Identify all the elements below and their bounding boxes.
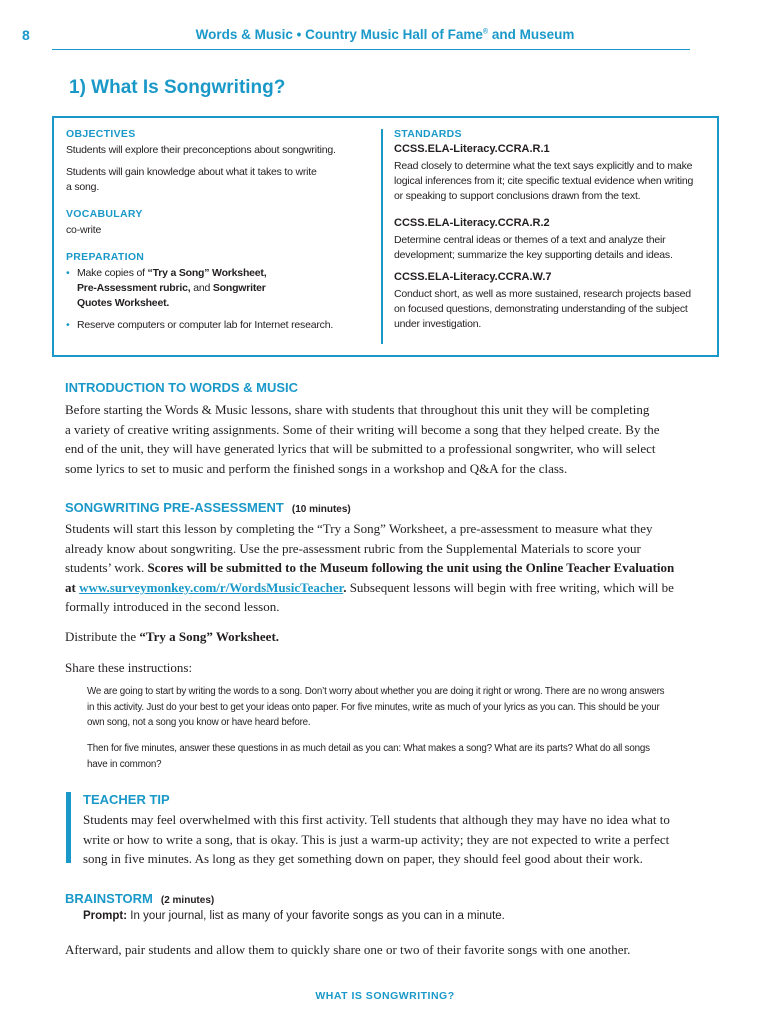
teacher-tip-bar (66, 792, 71, 863)
standard-1-line-1: Read closely to determine what the text says explicitly and to make (394, 160, 693, 172)
preassessment-line-4 (65, 578, 705, 598)
prep-item-2-text: Reserve computers or computer lab for Internet research. (77, 319, 334, 331)
bullet-icon: • (66, 267, 70, 279)
teacher-tip-text (83, 810, 713, 869)
period: . (343, 579, 347, 595)
running-footer: WHAT IS SONGWRITING? (315, 990, 455, 1002)
intro-paragraph (65, 400, 705, 478)
instructions-quote-2 (87, 741, 702, 772)
share-instructions-line: Share these instructions: (65, 660, 193, 675)
running-header-title: Words & Music • Country Music Hall of Fame (195, 27, 483, 42)
vocabulary-label: VOCABULARY (66, 208, 143, 220)
preparation-label: PREPARATION (66, 251, 145, 263)
preassessment-line-5: formally introduced in the second lesson. (65, 599, 280, 615)
box-column-divider (381, 129, 383, 344)
preassessment-heading (65, 500, 351, 515)
scores-submission-note: Scores will be submitted to the Museum following the unit using the Online Teacher Evaluation (147, 560, 675, 576)
standard-1-line-3: or speaking to support conclusions drawn from the text. (394, 190, 641, 202)
intro-line-4: some lyrics to set to music and perform the finished songs in a workshop and Q&A for the class. (65, 460, 568, 476)
standard-3-line-1: Conduct short, as well as more sustained, research projects based (394, 288, 691, 300)
standard-3-line-2: on focused questions, demonstrating understanding of the subject (394, 303, 688, 315)
brainstorm-duration: (2 minutes) (160, 895, 215, 906)
header-rule (52, 49, 690, 50)
preassessment-line-3-pre: students’ work. (65, 560, 148, 576)
quotes-worksheet-ref: Quotes Worksheet. (77, 297, 170, 309)
standard-1-code: CCSS.ELA-Literacy.CCRA.R.1 (394, 143, 550, 155)
quote-1-line-2: in this activity. Just do your best to get your ideas onto paper. For five minutes, write as much of your lyrics as you can. This should be your (87, 701, 660, 713)
brainstorm-heading (65, 891, 214, 906)
quote-1-line-1: We are going to start by writing the words to a song. Don’t worry about whether you are doing it right or wrong. There are no wrong answers (87, 686, 665, 697)
preassessment-line-4-post: Subsequent lessons will begin with free writing, which will be (346, 579, 674, 595)
prep-item-1-pre: Make copies of (77, 267, 148, 279)
distribute-worksheet: “Try a Song” Worksheet. (139, 629, 280, 644)
page-number: 8 (22, 27, 30, 43)
tip-line-1: Students may feel overwhelmed with this first activity. Tell students that although they may have no idea what to (83, 812, 670, 827)
preassessment-line-3 (65, 558, 705, 578)
objective-2-line-2: a song. (66, 181, 100, 193)
standard-3-line-3: under investigation. (394, 318, 482, 330)
preassessment-paragraph (65, 519, 705, 617)
at-word: at (65, 579, 80, 595)
survey-link[interactable]: www.surveymonkey.com/r/WordsMusicTeacher (79, 579, 344, 595)
tip-line-2: write or how to write a song, that is okay. This is just a warm-up activity; they are not expected to write a perfect (83, 831, 670, 847)
distribute-pre: Distribute the (65, 629, 140, 644)
preassessment-duration: (10 minutes) (291, 504, 351, 515)
intro-line-1: Before starting the Words & Music lessons, share with students that throughout this unit they will be completing (65, 402, 650, 417)
vocabulary-term: co-write (66, 224, 102, 236)
prep-item-1-mid: and (190, 282, 213, 294)
running-header (0, 27, 770, 42)
brainstorm-afterward: Afterward, pair students and allow them to quickly share one or two of their favorite songs with one another. (65, 942, 631, 957)
standard-2-code: CCSS.ELA-Literacy.CCRA.R.2 (394, 217, 550, 229)
songwriter-ref: Songwriter (212, 282, 266, 294)
intro-heading: INTRODUCTION TO WORDS & MUSIC (65, 380, 299, 395)
brainstorm-title: BRAINSTORM (65, 891, 153, 906)
pre-assessment-rubric-ref: Pre-Assessment rubric, (77, 282, 191, 294)
teacher-tip-heading: TEACHER TIP (83, 792, 170, 807)
objective-1: Students will explore their preconceptions about songwriting. (66, 144, 336, 156)
instructions-quote-1 (87, 684, 702, 731)
preassessment-title: SONGWRITING PRE-ASSESSMENT (65, 500, 284, 515)
try-a-song-worksheet-ref: “Try a Song” Worksheet, (147, 267, 267, 279)
bullet-icon: • (66, 319, 70, 331)
running-header-suffix: and Museum (488, 27, 575, 42)
standard-3-code: CCSS.ELA-Literacy.CCRA.W.7 (394, 271, 552, 283)
quote-2-line-1: Then for five minutes, answer these questions in as much detail as you can: What makes a song? What are its parts? What do all songs (87, 743, 650, 754)
standards-label: STANDARDS (394, 128, 462, 140)
prep-item-1 (66, 266, 376, 312)
standard-2-line-2: development; summarize the key supporting details and ideas. (394, 249, 673, 261)
registered-mark: ® (482, 28, 489, 36)
standard-1-line-2: logical inferences from it; cite specific textual evidence when writing (394, 175, 694, 187)
tip-line-3: song in five minutes. As long as they get something down on paper, they should feel good about their work. (83, 851, 643, 867)
distribute-line (65, 627, 705, 647)
intro-line-2: a variety of creative writing assignments. Some of their writing will become a song that they helped create. By the (65, 421, 660, 437)
standard-2-line-1: Determine central ideas or themes of a text and analyze their (394, 234, 666, 246)
objectives-label: OBJECTIVES (66, 128, 136, 140)
quote-1-line-3: own song, not a song you know or have heard before. (87, 717, 311, 728)
intro-line-3: end of the unit, they will have generated lyrics that will be submitted to a professional songwriter, who will select (65, 441, 656, 457)
page-title: 1) What Is Songwriting? (69, 77, 286, 98)
objective-2-line-1: Students will gain knowledge about what it takes to write (66, 166, 317, 178)
prep-item-2 (66, 318, 376, 334)
preassessment-line-2: already know about songwriting. Use the pre-assessment rubric from the Supplemental Materials to score your (65, 540, 641, 556)
prep-item-1-text (77, 266, 266, 311)
prompt-label: Prompt: (83, 910, 128, 922)
brainstorm-prompt (83, 910, 505, 922)
prompt-text: In your journal, list as many of your favorite songs as you can in a minute. (127, 910, 505, 922)
quote-2-line-2: have in common? (87, 758, 162, 770)
preassessment-line-1: Students will start this lesson by completing the “Try a Song” Worksheet, a pre-assessment to measure what they (65, 521, 653, 536)
